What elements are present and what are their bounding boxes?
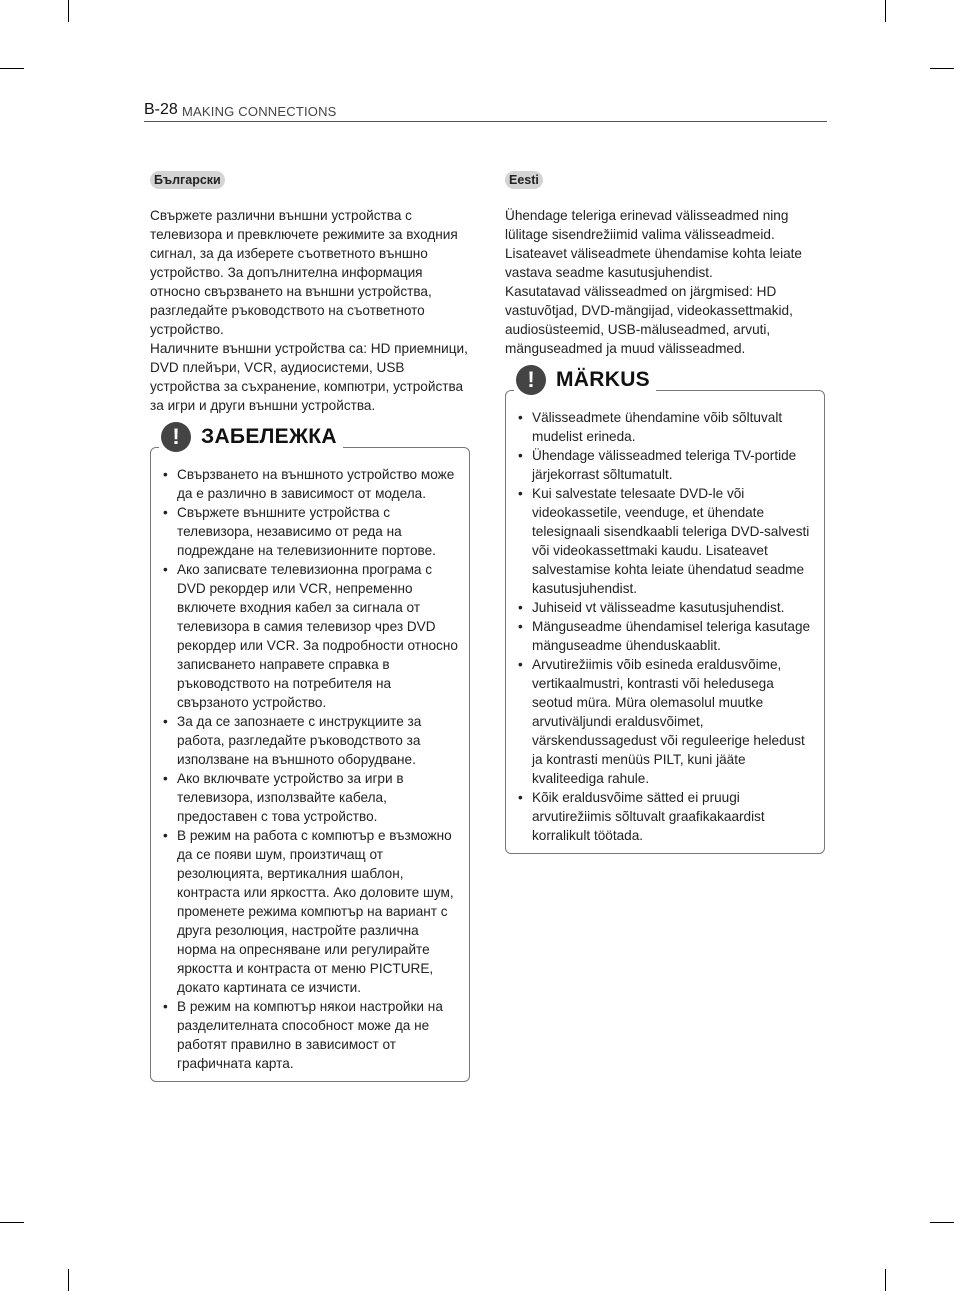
crop-mark — [0, 68, 24, 69]
list-item: • Välisseadmete ühendamine võib sõltuvalt mudelist erineda. — [518, 410, 783, 444]
section-title: MAKING CONNECTIONS — [182, 104, 337, 119]
note-list — [163, 465, 461, 1073]
list-item: • Kõik eraldusvõime sätted ei pruugi arvutirežiimis sõltuvalt graafikakaardist korralikult töötada. — [518, 790, 765, 843]
page-number: B-28 — [144, 101, 178, 118]
crop-mark — [930, 68, 954, 69]
language-tag: Български — [150, 171, 225, 189]
list-item: • Juhiseid vt välisseadme kasutusjuhendist. — [518, 600, 785, 615]
list-item: • Свържете външните устройства с телевизора, независимо от реда на подреждане на телевизионните портове. — [163, 505, 436, 558]
list-item: • Mänguseadme ühendamisel teleriga kasutage mänguseadme ühenduskaablit. — [518, 619, 811, 653]
crop-mark — [0, 1222, 24, 1223]
list-item: • В режим на работа с компютър е възможно да се появи шум, произтичащ от резолюцията, вертикалния шаблон, контраста или яркостта. Ако доловите шум, променете режима компютър на вариант с друга резолюция, настройте различна норма на опресняване или регулирайте яркостта и контраста от меню PICTURE, докато картината се изчисти. — [163, 828, 454, 995]
column-bulgarian — [150, 171, 470, 1082]
note-title: MÄRKUS — [556, 368, 650, 391]
column-estonian — [505, 171, 825, 854]
crop-mark — [68, 1269, 69, 1291]
list-item: • Ако записвате телевизионна програма с DVD рекордер или VCR, непременно включете входния кабел за сигнала от телевизора в самия телевизор чрез DVD рекордер или VCR. За подробности относно записването направете справка в ръководството на потребителя на свързаното устройство. — [163, 562, 458, 710]
list-item: • Ühendage välisseadmed teleriga TV-portide järjekorrast sõltumatult. — [518, 448, 797, 482]
note-header — [514, 365, 656, 395]
list-item: • Kui salvestate telesaate DVD-le või videokassetile, veenduge, et ühendate telesignaali sisendkaabli teleriga DVD-salvesti või videokassettmaki kaudu. Lisateavet salvestamise kohta leiate ühendatud seadme kasutusjuhendist. — [518, 486, 810, 596]
list-item: • Arvutirežiimis võib esineda eraldusvõime, vertikaalmustri, kontrasti või heledusega seotud müra. Müra olemasolul muutke arvutiväljundi eraldusvõimet, värskendussagedust või reguleerige heledust ja kontrasti menüüs PILT, kuni jääte kvaliteediga rahule. — [518, 657, 805, 786]
list-item: • Свързването на външното устройство може да е различно в зависимост от модела. — [163, 467, 455, 501]
list-item: • Ако включвате устройство за игри в телевизора, използвайте кабела, предоставен с това устройство. — [163, 771, 404, 824]
exclamation-icon: ! — [516, 365, 546, 395]
intro-paragraph: Свържете различни външни устройства с телевизора и превключете режимите за входния сигнал, за да изберете съответното външно устройство. За допълнителна информация относно свързването на външни устройства, разгледайте ръководството на съответното устройство. Наличните външни устройства са: HD приемници, DVD плейъри, VCR, аудиосистеми, USB устройства за съхранение, компютри, устройства за игри и други външни устройства. — [150, 208, 468, 413]
language-tag: Eesti — [505, 171, 543, 189]
note-header — [159, 422, 343, 452]
note-box — [505, 367, 825, 854]
intro-paragraph: Ühendage teleriga erinevad välisseadmed ning lülitage sisendrežiimid valima välisseadmeid. Lisateavet väliseadmete ühendamise kohta leiate vastava seadme kasutusjuhendist. Kasutatavad välisseadmed on järgmised: HD vastuvõtjad, DVD-mängijad, videokassettmakid, audiosüsteemid, USB-mäluseadmed, arvuti, mänguseadmed ja muud välisseadmed. — [505, 208, 802, 356]
crop-mark — [930, 1222, 954, 1223]
crop-mark — [885, 0, 886, 22]
list-item: • За да се запознаете с инструкциите за работа, разгледайте ръководството за използване на външното оборудване. — [163, 714, 422, 767]
crop-mark — [68, 0, 69, 22]
page-header — [144, 101, 827, 122]
note-box — [150, 424, 470, 1082]
crop-mark — [885, 1269, 886, 1291]
note-title: ЗАБЕЛЕЖКА — [201, 425, 337, 448]
list-item: • В режим на компютър някои настройки на разделителната способност може да не работят правилно в зависимост от графичната карта. — [163, 999, 443, 1071]
note-list — [518, 408, 816, 845]
exclamation-icon: ! — [161, 422, 191, 452]
